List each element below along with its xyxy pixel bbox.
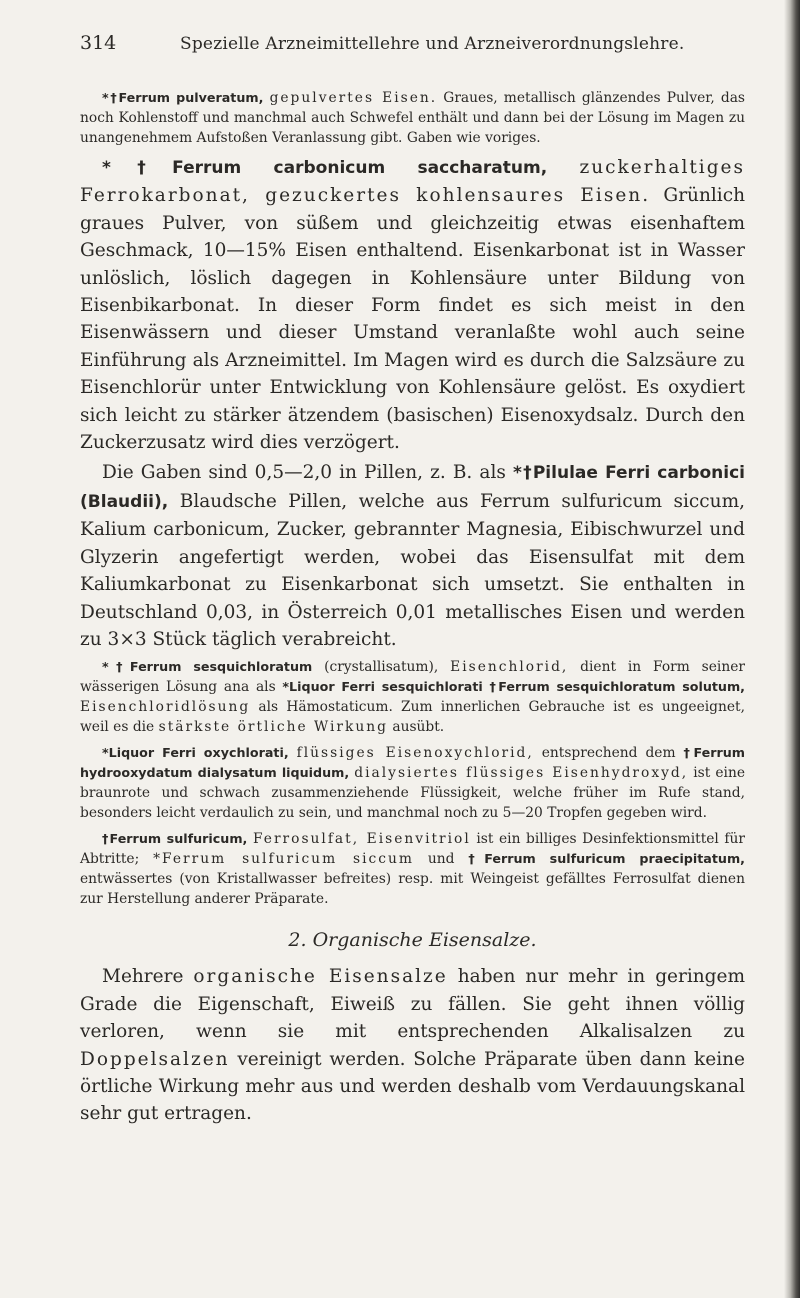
text-run [289,745,297,761]
emphasis: Doppelsalzen [80,1048,230,1070]
drug-name: *†Ferrum carbonicum saccharatum, [102,158,548,178]
text-run: Mehrere [102,966,194,988]
paragraph-liquor-ferri-oxychlorati [80,743,745,823]
emphasis: organische Eisensalze [193,966,448,988]
text-run: Blaudsche Pillen, welche aus Ferrum sulfuricum siccum, Kalium carbonicum, Zucker, gebrannter Magnesia, Eibischwurzel und Glyzerin angefertigt werden, wobei das Eisensulfat mit dem Kaliumkarbonat zu Eisenkarbonat sich umsetzt. Sie enthalten in Deutschland 0,03, in Österreich 0,01 metallisches Eisen und werden zu 3×3 Stück täglich verabreicht. [80,490,745,650]
text-run: und [413,851,469,868]
text-run: haben nur mehr in geringem Grade die Eigenschaft, Eiweiß zu fällen. Sie geht ihnen völlig verloren, wenn sie mit entsprechenden Alkalisalzen zu [80,966,745,1043]
paragraph-ferrum-pulveratum [80,88,745,148]
german-name: Eisenchloridlösung [80,699,251,716]
page-header [80,32,745,62]
drug-name: *†Pilulae Ferri carbonici (Blaudii), [80,463,745,512]
paragraph-ferrum-sulfuricum [80,829,745,909]
text-run: dient in Form seiner wässerigen Lösung ana als [80,659,745,696]
german-name: Eisenchlorid, [450,659,569,676]
text-run: ist eine braunrote und schwach zusammenziehende Flüssigkeit, welche früher im Rufe stand, besonders leicht verdaulich zu sein, und manchmal noch zu 5—20 Tropfen gegeben wird. [80,765,746,822]
page-edge-shadow [784,0,800,1298]
text-run [547,157,579,178]
text-run: entwässertes (von Kristallwasser befreites) resp. mit Weingeist gefälltes Ferrosulfat dienen zur Herstellung anderer Präparate. [80,871,745,908]
text-run: ausübt. [387,719,445,736]
drug-name: †Ferrum sulfuricum, [102,831,248,847]
text-run: entsprechend dem [533,745,684,762]
text-run: ist ein billiges Desinfektionsmittel für Abtritte; [80,831,745,868]
running-title: Spezielle Arzneimittellehre und Arzneiverordnungslehre. [180,34,685,54]
section-heading: 2. Organische Eisensalze. [288,929,537,952]
drug-name: †Ferrum hydrooxydatum dialysatum liquidum, [80,745,745,781]
drug-name: *Liquor Ferri oxychlorati, [102,745,289,761]
german-name: flüssiges Eisenoxychlorid, [296,745,534,762]
paragraph-ferrum-sesquichloratum [80,657,745,737]
text-run: Die Gaben sind 0,5—2,0 in Pillen, z. B. als [102,462,513,484]
text-run: Graues, metallisch glänzendes Pulver, das noch Kohlenstoff und manchmal auch Schwefel enthält und dann bei der Lösung im Magen zu unangenehmem Aufstoßen Veranlassung gibt. Gaben wie voriges. [80,90,745,146]
text-run: vereinigt werden. Solche Präparate üben dann keine örtliche Wirkung mehr aus und werden deshalb vom Verdauungskanal sehr gut ertragen. [80,1048,745,1125]
drug-name: *†Ferrum pulveratum, [102,90,264,105]
german-name: gepulvertes Eisen. [269,90,438,106]
drug-name: *Liquor Ferri sesquichlorati †Ferrum sesquichloratum solutum, [282,679,745,695]
german-name: zuckerhaltiges Ferrokarbonat, gezuckertes kohlensaures Eisen. [80,157,745,207]
paragraph-ferrum-carbonicum [80,154,745,456]
book-page [80,32,745,1131]
text-run: (crystallisatum), [312,659,451,676]
emphasis: stärkste örtliche Wirkung [158,719,388,736]
german-name: dialysiertes flüssiges Eisenhydroxyd, [354,765,689,782]
drug-name: *†Ferrum sesquichloratum [102,659,313,675]
page-number: 314 [80,32,117,54]
drug-name: †Ferrum sulfuricum praecipitatum, [468,851,745,867]
paragraph-organic-iron-salts [80,963,745,1127]
text-run: als Hämostaticum. Zum innerlichen Gebrauche ist es ungeeignet, weil es die [80,699,745,736]
paragraph-dosage-pills [80,459,745,653]
text-run: Grünlich graues Pulver, von süßem und gleichzeitig etwas eisenhaftem Geschmack, 10—15% Eisen enthaltend. Eisenkarbonat ist in Wasser unlöslich, löslich dagegen in Kohlensäure unter Bildung von Eisenbikarbonat. In dieser Form findet es sich meist in den Eisenwässern und dieser Umstand veranlaßte wohl auch seine Einführung als Arzneimittel. Im Magen wird es durch die Salzsäure zu Eisenchlorür unter Entwicklung von Kohlensäure gelöst. Es oxydiert sich leicht zu stärker ätzendem (basischen) Eisenoxydsalz. Durch den Zuckerzusatz wird dies verzögert. [80,185,745,454]
german-name: Ferrosulfat, Eisenvitriol [252,831,471,848]
drug-name-spaced: *Ferrum sulfuricum siccum [153,851,414,868]
